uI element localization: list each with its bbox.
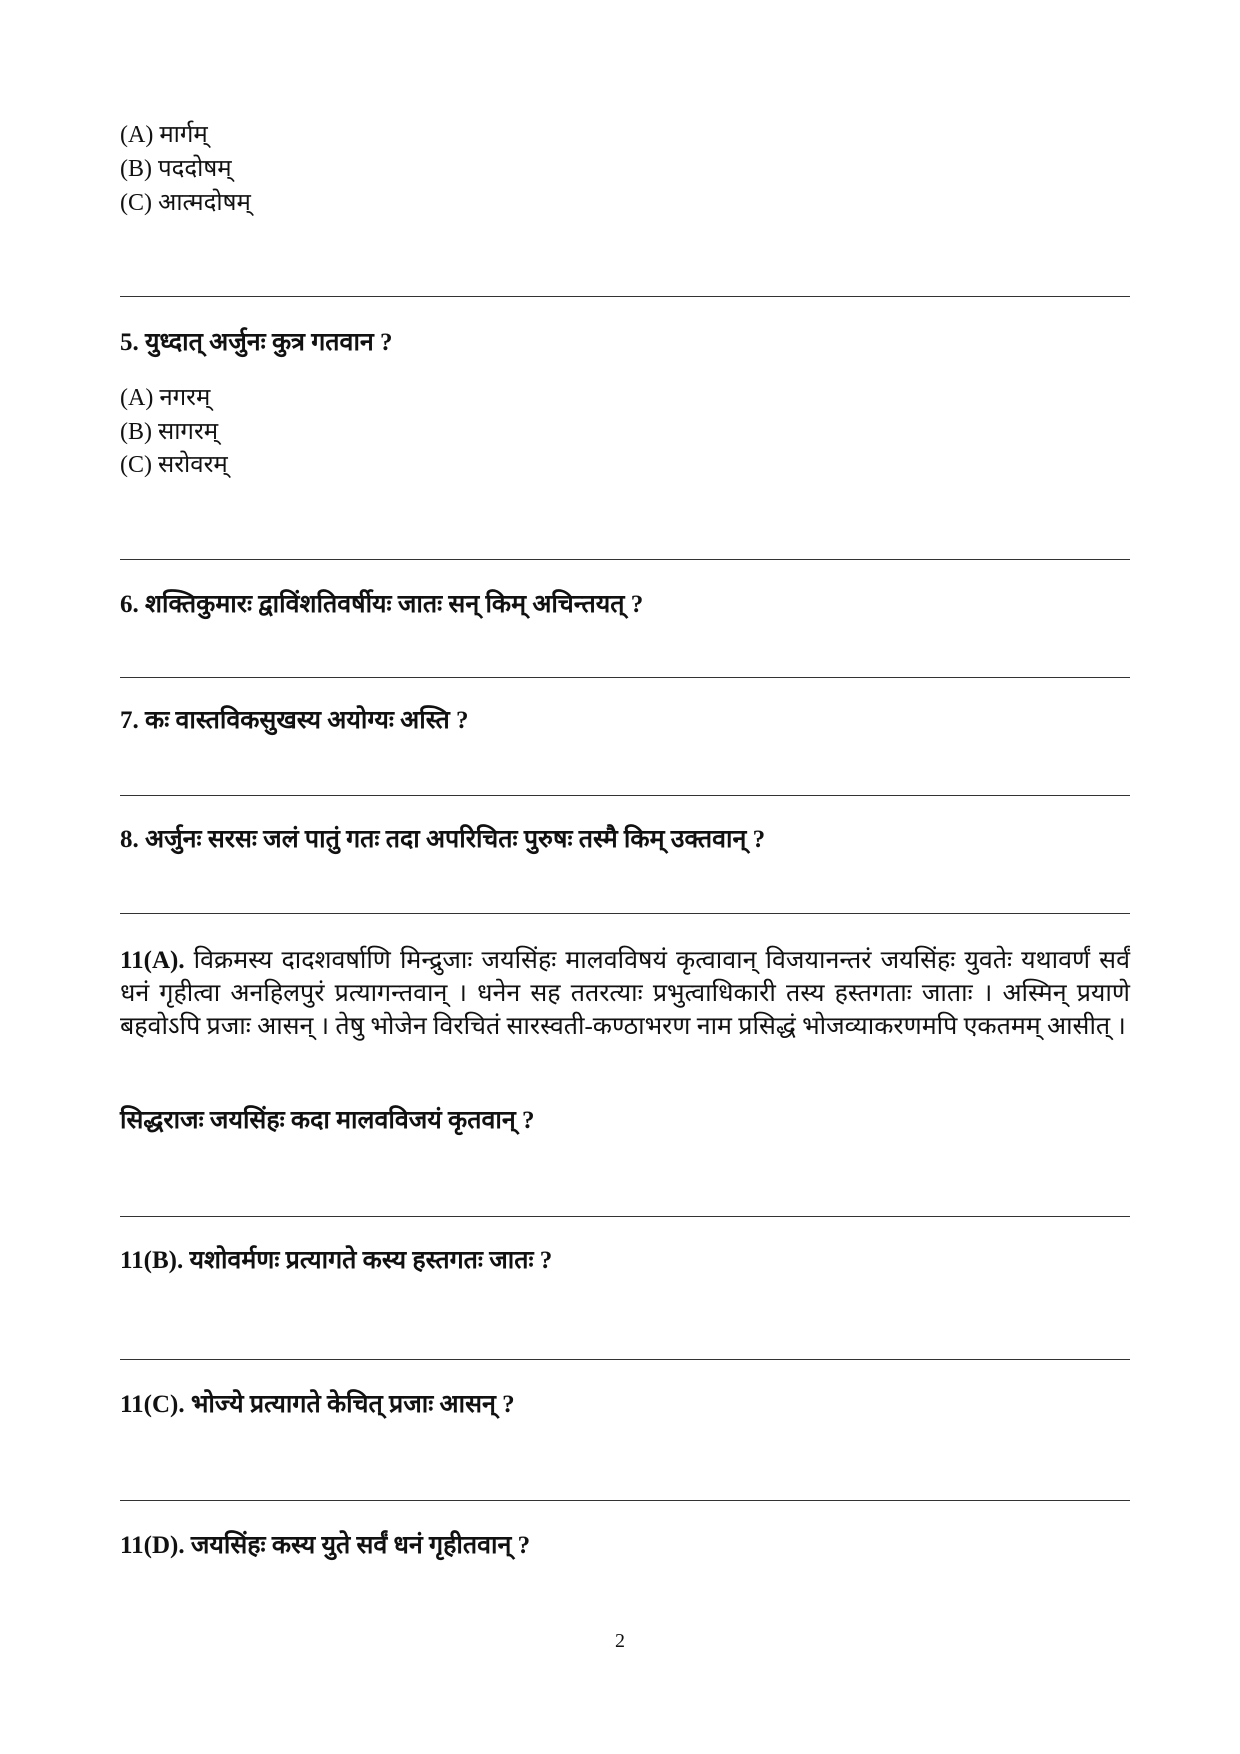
question-8: 8. अर्जुनः सरसः जलं पातुं गतः तदा अपरिचितः पुरुषः तस्मै किम् उक्तवान् ? — [120, 826, 766, 853]
answer-line — [120, 559, 1130, 560]
passage — [120, 944, 1130, 1043]
answer-line — [120, 795, 1130, 796]
answer-line — [120, 913, 1130, 914]
option-b: (B) पददोषम् — [120, 156, 232, 182]
question-11b: 11(B). यशोवर्मणः प्रत्यागते कस्य हस्तगतः जातः ? — [120, 1247, 553, 1274]
question-6: 6. शक्तिकुमारः द्वाविंशतिवर्षीयः जातः सन् किम् अचिन्तयत् ? — [120, 591, 644, 618]
option-a: (A) नगरम् — [120, 385, 211, 411]
option-a: (A) मार्गम् — [120, 122, 208, 148]
question-7: 7. कः वास्तविकसुखस्य अयोग्यः अस्ति ? — [120, 707, 469, 734]
question-5: 5. युध्दात् अर्जुनः कुत्र गतवान ? — [120, 329, 393, 356]
option-c: (C) आत्मदोषम् — [120, 190, 251, 216]
answer-line — [120, 1216, 1130, 1217]
answer-line — [120, 296, 1130, 297]
answer-line — [120, 677, 1130, 678]
option-c: (C) सरोवरम् — [120, 452, 228, 478]
page-number: 2 — [615, 1630, 625, 1652]
passage-text: विक्रमस्य दादशवर्षाणि मिन्द्रुजाः जयसिंहः मालवविषयं कृत्वावान् विजयानन्तरं जयसिंहः युवतेः यथावर्णं सर्वं धनं गृहीत्वा अनहिलपुरं प्रत्यागन्तवान् । धनेन सह ततरत्याः प्रभुत्वाधिकारी तस्य हस्तगताः जाताः । अस्मिन् प्रयाणे बहवोऽपि प्रजाः आसन् । तेषु भोजेन विरचितं सारस्वती-कण्ठाभरण नाम प्रसिद्धं भोजव्याकरणमपि एकतमम् आसीत् । — [120, 947, 1130, 1040]
option-b: (B) सागरम् — [120, 419, 219, 445]
answer-line — [120, 1359, 1130, 1360]
answer-line — [120, 1500, 1130, 1501]
question-11c: 11(C). भोज्ये प्रत्यागते केचित् प्रजाः आसन् ? — [120, 1391, 515, 1418]
question-11d: 11(D). जयसिंहः कस्य युते सर्वं धनं गृहीतवान् ? — [120, 1532, 531, 1559]
passage-label: 11(A). — [120, 947, 185, 974]
question-11a: सिद्धराजः जयसिंहः कदा मालवविजयं कृतवान् ? — [120, 1107, 535, 1134]
